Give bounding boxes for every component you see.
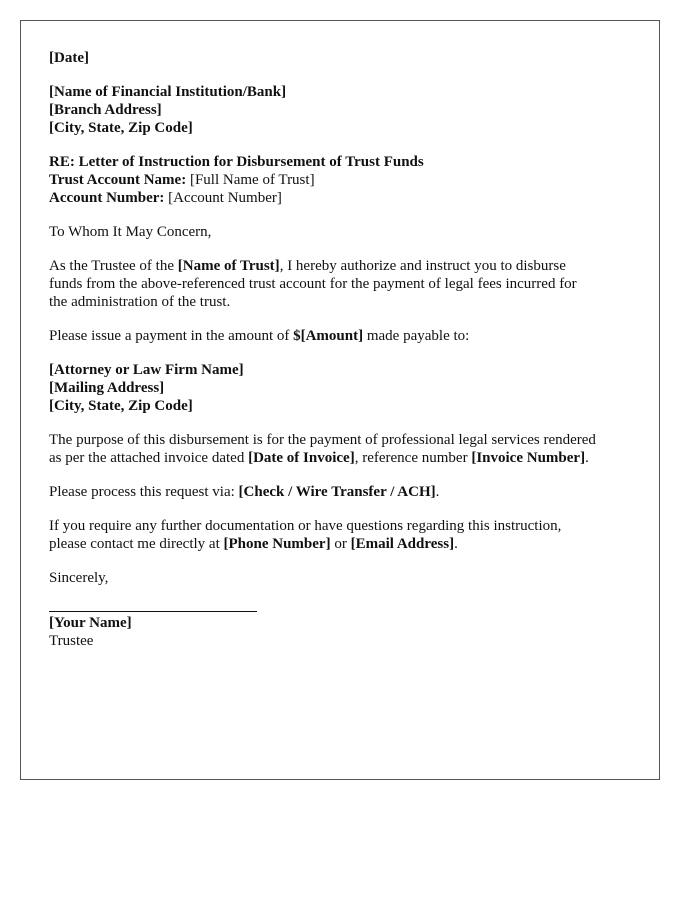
para1-line3: the administration of the trust. [49, 294, 231, 310]
para1-line2: funds from the above-referenced trust account for the payment of legal fees incurred for [49, 276, 577, 292]
para2-line [49, 327, 649, 345]
phone-placeholder: [Phone Number] [223, 536, 331, 552]
para1-line1 [49, 257, 649, 275]
para4-line [49, 483, 649, 501]
para3-line1: The purpose of this disbursement is for the payment of professional legal services rendered [49, 432, 596, 448]
para1-text-a: As the Trustee of the [49, 258, 178, 274]
account-name-label: Trust Account Name: [49, 172, 187, 188]
date: [Date] [49, 50, 89, 66]
letter-page [20, 20, 660, 780]
account-name-value: [Full Name of Trust] [189, 172, 315, 188]
payee-city-state-zip: [City, State, Zip Code] [49, 398, 193, 414]
para1-text-c: , I hereby authorize and instruct you to disburse [279, 258, 566, 274]
closing [49, 569, 649, 587]
subject-line: RE: Letter of Instruction for Disbursement of Trust Funds [49, 154, 424, 170]
contact-paragraph [49, 517, 649, 553]
account-number-line [49, 189, 649, 207]
purpose-paragraph [49, 431, 649, 467]
payment-method-paragraph [49, 483, 649, 501]
invoice-number-placeholder: [Invoice Number] [471, 450, 586, 466]
para3-text-e: . [585, 450, 589, 466]
signature-block [49, 614, 649, 650]
para2-text-c: made payable to: [363, 328, 470, 344]
authorization-paragraph [49, 257, 649, 311]
recipient-address [49, 83, 649, 137]
para3-line2 [49, 449, 649, 467]
letter-body [49, 49, 649, 650]
date-block [49, 49, 649, 67]
para5-line2 [49, 535, 649, 553]
para5-text-c: or [330, 536, 351, 552]
payee-mailing-address: [Mailing Address] [49, 380, 165, 396]
signer-title: Trustee [49, 633, 94, 649]
payee-address [49, 361, 649, 415]
salutation [49, 223, 649, 241]
para3-text-a: as per the attached invoice dated [49, 450, 249, 466]
payee-name: [Attorney or Law Firm Name] [49, 362, 244, 378]
account-number-value: [Account Number] [168, 190, 282, 206]
email-placeholder: [Email Address] [350, 536, 455, 552]
recipient-institution: [Name of Financial Institution/Bank] [49, 84, 287, 100]
para2-text-a: Please issue a payment in the amount of [49, 328, 294, 344]
amount-placeholder: $[Amount] [293, 328, 364, 344]
signer-name: [Your Name] [49, 615, 132, 631]
para4-text-a: Please process this request via: [49, 484, 239, 500]
para3-text-c: , reference number [354, 450, 472, 466]
payment-amount-paragraph [49, 327, 649, 345]
recipient-branch-address: [Branch Address] [49, 102, 162, 118]
trust-name-placeholder: [Name of Trust] [177, 258, 280, 274]
payment-method-placeholder: [Check / Wire Transfer / ACH] [238, 484, 436, 500]
para5-text-e: . [454, 536, 458, 552]
para5-line1: If you require any further documentation or have questions regarding this instruction, [49, 518, 562, 534]
para5-text-a: please contact me directly at [49, 536, 224, 552]
invoice-date-placeholder: [Date of Invoice] [248, 450, 355, 466]
para4-text-c: . [435, 484, 440, 500]
closing-text: Sincerely, [49, 570, 109, 586]
account-number-label: Account Number: [49, 190, 165, 206]
signature-line [49, 611, 257, 612]
account-name-line [49, 171, 649, 189]
reference-block [49, 153, 649, 207]
salutation-text: To Whom It May Concern, [49, 224, 212, 240]
recipient-city-state-zip: [City, State, Zip Code] [49, 120, 193, 136]
